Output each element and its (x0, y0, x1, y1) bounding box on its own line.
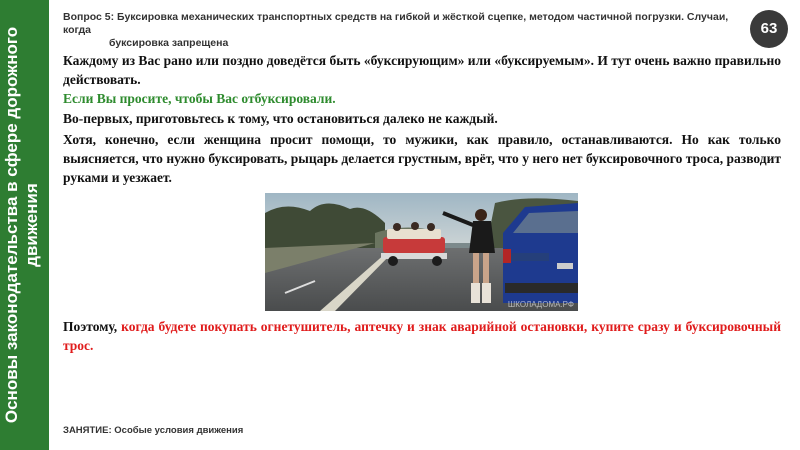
paragraph-intro: Каждому из Вас рано или поздно доведётся быть «буксирующим» или «буксируемым». И тут очень важно правильно действовать. (63, 53, 781, 87)
sidebar (0, 0, 49, 450)
paragraph-conclusion (63, 317, 781, 355)
paragraph-subheading: Если Вы просите, чтобы Вас отбуксировали. (63, 91, 336, 106)
footer-label: ЗАНЯТИЕ: (63, 425, 112, 436)
header-line-2: буксировка запрещена (109, 37, 229, 49)
header-line-1: Вопрос 5: Буксировка механических транспортных средств на гибкой и жёсткой сцепке, методом частичной погрузки. Случаи, когда (63, 11, 729, 36)
lesson-footer (63, 425, 243, 436)
conclusion-highlight: когда будете покупать огнетушитель, аптечку и знак аварийной остановки, купите сразу и буксировочный трос. (63, 319, 782, 353)
towing-photo (265, 193, 578, 311)
conclusion-prefix: Поэтому, (63, 319, 118, 334)
paragraph-first: Во-первых, приготовьтесь к тому, что остановиться далеко не каждый. (63, 111, 498, 126)
photo-watermark: ШКОЛАДОМА.РФ (507, 300, 574, 309)
sidebar-title: Основы законодательства в сфере дорожного движения (2, 26, 41, 424)
slide-header (63, 11, 743, 50)
paragraph-story: Хотя, конечно, если женщина просит помощи, то мужики, как правило, останавливаются. Но как только выясняется, что нужно буксировать, рыцарь делается грустным, врёт, что у него нет буксировочного троса, разводит руками и уезжает. (63, 132, 781, 185)
footer-value: Особые условия движения (114, 425, 244, 436)
slide-number-badge: 63 (750, 10, 788, 48)
